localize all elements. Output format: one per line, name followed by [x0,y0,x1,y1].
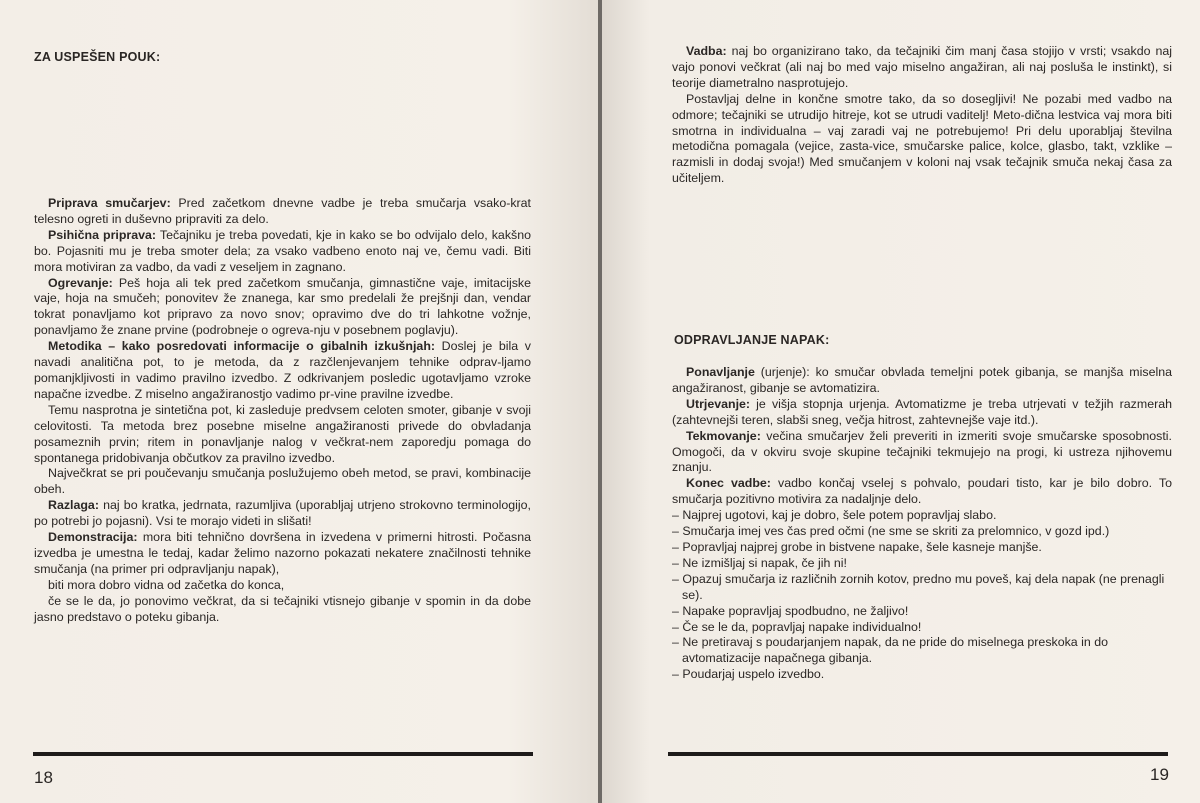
paragraph-text: – Popravljaj najprej grobe in bistvene napake, šele kasneje manjše. [672,539,1042,554]
paragraph-lead-term: Ogrevanje: [48,275,113,290]
right-page-body [672,365,1172,683]
right-page-number: 19 [1150,765,1169,784]
right-page [602,0,1200,803]
paragraph [672,635,1172,667]
paragraph-lead-term: Metodika – kako posredovati informacije o gibalnih izkušnjah: [48,339,436,354]
paragraph-text: – Opazuj smučarja iz različnih zornih kotov, predno mu poveš, kaj dela napak (ne prenagli se). [672,571,1165,602]
paragraph [672,92,1172,187]
paragraph-text: naj bo kratka, jedrnata, razumljiva (uporabljaj utrjeno strokovno terminologijo, po potrebi jo pojasni). Vsi te morajo videti in slišati! [34,498,531,529]
paragraph-text: če se le da, jo ponovimo večkrat, da si tečajniki vtisnejo gibanje v spomin in da dobe jasno predstavo o poteku gibanja. [34,593,531,624]
paragraph-text: mora biti tehnično dovršena in izvedena v primerni hitrosti. Počasna izvedba je umestna le tedaj, kadar želimo nazorno pokazati nekatere značilnosti tehnike smučanja (na primer pri odpravljanju napak), [34,530,531,576]
paragraph-text: naj bo organizirano tako, da tečajniki čim manj časa stojijo v vrsti; vsakdo naj vajo ponovi večkrat (ali naj bo med vajo miselno angažiran, ali naj posluša le instinkt), si teorije diametralno nasprotujejo. [672,44,1172,90]
paragraph-text: Peš hoja ali tek pred začetkom smučanja, gimnastične vaje, imitacijske vaje, hoja na smučeh; ponovitev že znanega, kar smo predelali že prejšnji dan, vendar tokrat ponavljamo kot pripravo za novo snov; opravimo dve do tri lahkotne vožnje, ponavljamo že znane prvine (podrobneje o ogreva-nju v posebnem poglavju). [34,275,531,338]
left-section-heading: ZA USPEŠEN POUK: [34,50,161,64]
right-page-top-body [672,44,1172,187]
paragraph [34,276,531,340]
paragraph-text: Pred začetkom dnevne vadbe je treba smučarja vsako-krat telesno ogreti in duševno pripraviti za delo. [34,196,531,226]
left-footer-rule [33,752,533,756]
paragraph [672,604,1172,620]
right-footer-rule [668,752,1168,756]
paragraph-lead-term: Ponavljanje [686,365,755,379]
paragraph-lead-term: Priprava smučarjev: [48,196,171,210]
paragraph [672,620,1172,636]
paragraph-lead-term: Razlaga: [48,498,99,513]
paragraph [672,397,1172,429]
paragraph-text: – Ne pretiravaj s poudarjanjem napak, da ne pride do miselnega preskoka in do avtomatizacije napačnega gibanja. [672,635,1109,666]
paragraph [34,403,531,467]
paragraph [34,466,531,498]
left-page-body [34,196,531,625]
left-page [0,0,598,803]
paragraph [672,508,1172,524]
paragraph [672,429,1172,477]
paragraph [672,572,1172,604]
paragraph [34,196,531,228]
paragraph-text: – Poudarjaj uspelo izvedbo. [672,667,825,682]
paragraph [34,578,531,594]
paragraph [34,594,531,626]
paragraph [672,365,1172,397]
left-page-number: 18 [34,768,53,787]
paragraph-text: Največkrat se pri poučevanju smučanja poslužujemo obeh metod, se pravi, kombinacije obeh. [34,466,531,497]
paragraph [672,524,1172,540]
paragraph-text: – Napake popravljaj spodbudno, ne žaljivo! [672,603,909,618]
paragraph-lead-term: Vadba: [686,44,727,58]
paragraph-text: Doslej je bila v navadi analitična pot, to je metoda, da z razčlenjevanjem tehnike odprav-ljamo pomanjkljivosti in vadimo pravilno izvedbo. Z odkrivanjem posledic ugotavljamo vzroke napačne izvedbe. Z miselno angažiranostjo vadimo pr-vine pravilne izvedbe. [34,339,531,401]
paragraph [34,339,531,403]
paragraph [34,530,531,578]
paragraph-text: – Če se le da, popravljaj napake individualno! [672,619,922,634]
paragraph-text: (urjenje): ko smučar obvlada temeljni potek gibanja, se manjša miselna angažiranost, gibanje se avtomatizira. [672,365,1172,395]
paragraph-text: vadbo končaj vselej s pohvalo, poudari tisto, kar je bilo dobro. To smučarja pozitivno motivira za nadaljnje delo. [672,476,1172,507]
paragraph [34,498,531,530]
paragraph-lead-term: Tekmovanje: [686,428,761,443]
paragraph [672,556,1172,572]
paragraph [34,228,531,276]
paragraph-text: je višja stopnja urjenja. Avtomatizme je treba utrjevati v težjih razmerah (zahtevnejši teren, slabši sneg, večja hitrost, zahtevnejše vaje itd.). [672,396,1172,427]
paragraph [672,667,1172,683]
paragraph [672,476,1172,508]
paragraph [672,44,1172,92]
paragraph-text: Postavljaj delne in končne smotre tako, da so dosegljivi! Ne pozabi med vadbo na odmore; tečajniki se utrudijo hitreje, kot se utrudi vaditelj! Meto-dična lestvica vaj mora biti smotrna in individualna – vaj zaradi vaj ne potrebujemo! Pri delu uporabljaj številna metodična pomagala (vejice, zasta-vice, smučarske palice, kolce, glasbo, takt, vzklike – razmisli in dodaj svoja!) Med smučanjem v koloni naj vsak tečajnik smuča nekaj časa za učiteljem. [672,91,1172,186]
paragraph-lead-term: Psihična priprava: [48,227,157,242]
paragraph-text: Temu nasprotna je sintetična pot, ki zasleduje predvsem celoten smoter, gibanje v svoji celovitosti. Ta metoda brez posebne miselne angažiranosti privede do obvladanja posameznih prvin; ritem in ponavljanje nalog v večkrat-nem zaporedju pomaga do spontanega pridobivanja občutkov za pravilno izvedbo. [34,402,531,465]
paragraph-text: Tečajniku je treba povedati, kje in kako se bo odvijalo delo, kakšno bo. Pojasniti mu je treba smoter dela; za vsako vadbeno enoto naj ve, čemu vadi. Biti mora motiviran za vadbo, da vadi z veseljem in zagnano. [34,227,531,274]
paragraph-lead-term: Konec vadbe: [686,476,771,491]
paragraph-text: – Smučarja imej ves čas pred očmi (ne sme se skriti za prelomnico, v gozd ipd.) [672,524,1110,539]
paragraph-text: večina smučarjev želi preveriti in izmeriti svoje smučarske sposobnosti. Omogoči, da v okviru svoje skupine tečajniki tekmujejo na progi, ki ustreza njihovemu znanju. [672,428,1172,475]
paragraph-lead-term: Utrjevanje: [686,396,751,411]
right-section-heading: ODPRAVLJANJE NAPAK: [674,333,830,347]
paragraph [672,540,1172,556]
paragraph-text: – Najprej ugotovi, kaj je dobro, šele potem popravljaj slabo. [672,508,997,523]
paragraph-text: – Ne izmišljaj si napak, če jih ni! [672,555,847,570]
paragraph-lead-term: Demonstracija: [48,530,138,545]
paragraph-text: biti mora dobro vidna od začetka do konca, [48,577,285,592]
